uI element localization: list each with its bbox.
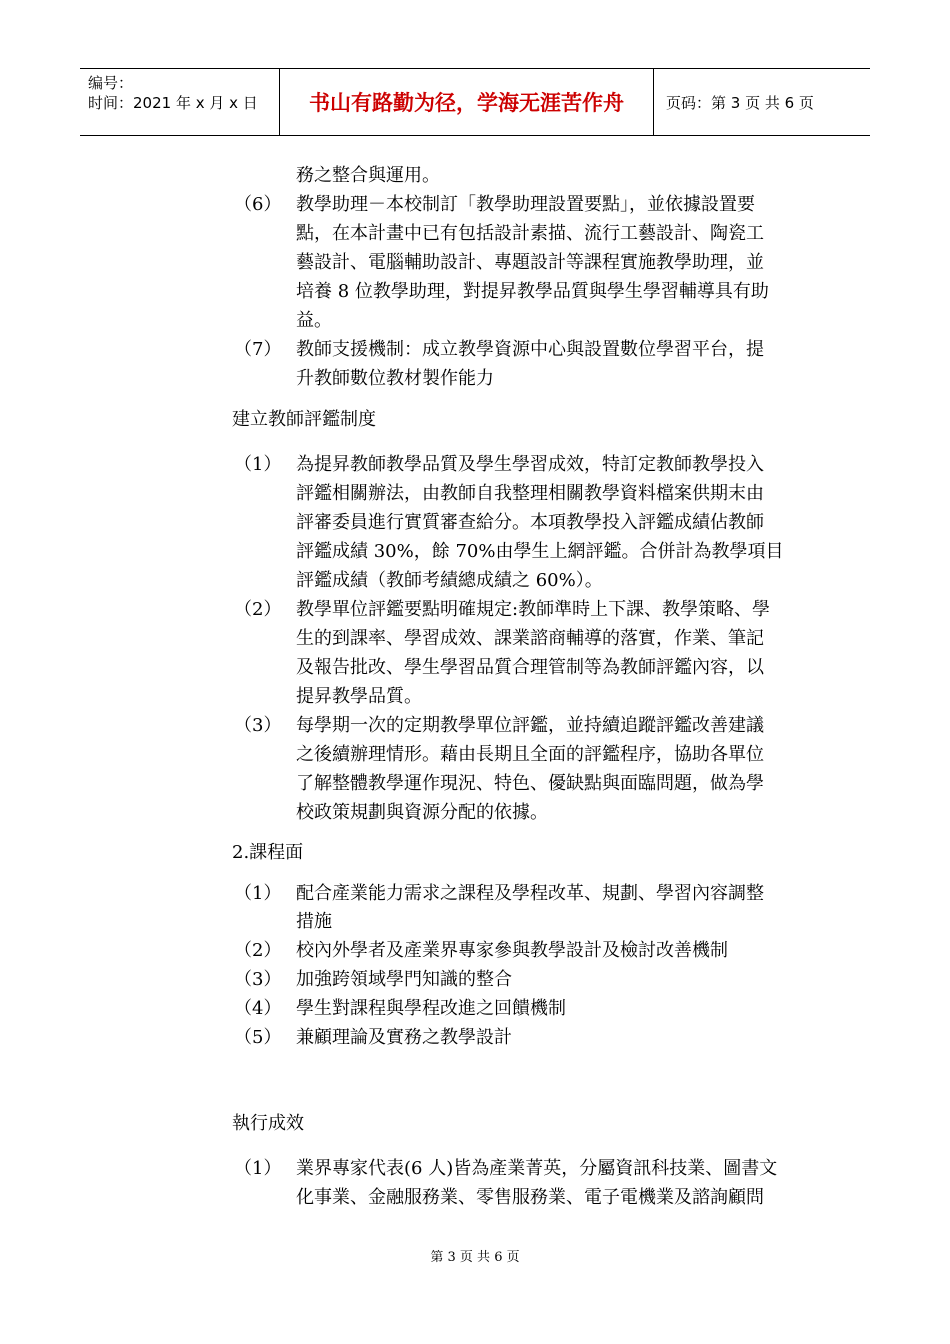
list-line: 配合產業能力需求之課程及學程改革、規劃、學習內容調整 (296, 883, 764, 904)
list-line: 生的到課率、學習成效、課業諮商輔導的落實，作業、筆記 (296, 628, 764, 649)
list-line: 學生對課程與學程改進之回饋機制 (296, 998, 566, 1019)
list-number: （2） (234, 940, 282, 961)
list-line: 為提昇教師教學品質及學生學習成效，特訂定教師教學投入 (296, 454, 764, 475)
list-number: （5） (234, 1027, 282, 1048)
list-line: 藝設計、電腦輔助設計、專題設計等課程實施教學助理，並 (296, 252, 764, 273)
list-line: 提昇教學品質。 (296, 686, 422, 707)
list-line: 培養 8 位教學助理，對提昇教學品質與學生學習輔導具有助 (296, 281, 769, 302)
header-meta (80, 69, 280, 135)
list-line: 業界專家代表(6 人)皆為產業菁英，分屬資訊科技業、圖書文 (296, 1158, 778, 1179)
header-page-label: 页码：第 3 页 共 6 页 (666, 93, 814, 112)
list-number: （1） (234, 883, 282, 904)
list-line: 校內外學者及產業界專家參與教學設計及檢討改善機制 (296, 940, 728, 961)
list-number: （3） (234, 969, 282, 990)
list-line: 之後續辦理情形。藉由長期且全面的評鑑程序，協助各單位 (296, 744, 764, 765)
list-number: （3） (234, 715, 282, 736)
date-label: 时间：2021 年 x 月 x 日 (88, 94, 258, 112)
list-line: 點，在本計畫中已有包括設計素描、流行工藝設計、陶瓷工 (296, 223, 764, 244)
section-heading: 建立教師評鑑制度 (232, 409, 376, 430)
list-line: 升教師數位教材製作能力 (296, 368, 494, 389)
list-line: 措施 (296, 911, 332, 932)
list-line: 教學單位評鑑要點明確規定:教師準時上下課、教學策略、學 (296, 599, 771, 620)
list-number: （6） (234, 194, 282, 215)
list-line: 兼顧理論及實務之教學設計 (296, 1027, 512, 1048)
section-heading: 執行成效 (232, 1113, 304, 1134)
list-number: （2） (234, 599, 282, 620)
list-line: 評鑑相關辦法，由教師自我整理相關教學資料檔案供期末由 (296, 483, 764, 504)
continuation-line: 務之整合與運用。 (296, 165, 440, 186)
list-line: 校政策規劃與資源分配的依據。 (296, 802, 548, 823)
list-line: 教師支援機制：成立教學資源中心與設置數位學習平台，提 (296, 339, 764, 360)
list-line: 益。 (296, 310, 332, 331)
list-line: 評鑑成績 30%，餘 70%由學生上網評鑑。合併計為教學項目 (296, 541, 784, 562)
list-line: 及報告批改、學生學習品質合理管制等為教師評鑑內容，以 (296, 657, 764, 678)
list-line: 評鑑成績（教師考績總成績之 60%）。 (296, 570, 603, 591)
page-footer: 第 3 页 共 6 页 (430, 1250, 520, 1265)
number-label: 编号： (88, 74, 134, 92)
list-number: （1） (234, 454, 282, 475)
list-number: （4） (234, 998, 282, 1019)
list-number: （7） (234, 339, 282, 360)
list-number: （1） (234, 1158, 282, 1179)
list-line: 化事業、金融服務業、零售服務業、電子電機業及諮詢顧問 (296, 1187, 764, 1208)
list-line: 加強跨領域學門知識的整合 (296, 969, 512, 990)
header-motto: 书山有路勤为径，学海无涯苦作舟 (280, 69, 654, 135)
page-header (80, 68, 870, 136)
list-line: 每學期一次的定期教學單位評鑑，並持續追蹤評鑑改善建議 (296, 715, 764, 736)
list-line: 教學助理－本校制訂「教學助理設置要點」，並依據設置要 (296, 194, 755, 215)
section-heading: 2.課程面 (232, 842, 304, 863)
list-line: 了解整體教學運作現況、特色、優缺點與面臨問題，做為學 (296, 773, 764, 794)
list-line: 評審委員進行實質審查給分。本項教學投入評鑑成績佔教師 (296, 512, 764, 533)
